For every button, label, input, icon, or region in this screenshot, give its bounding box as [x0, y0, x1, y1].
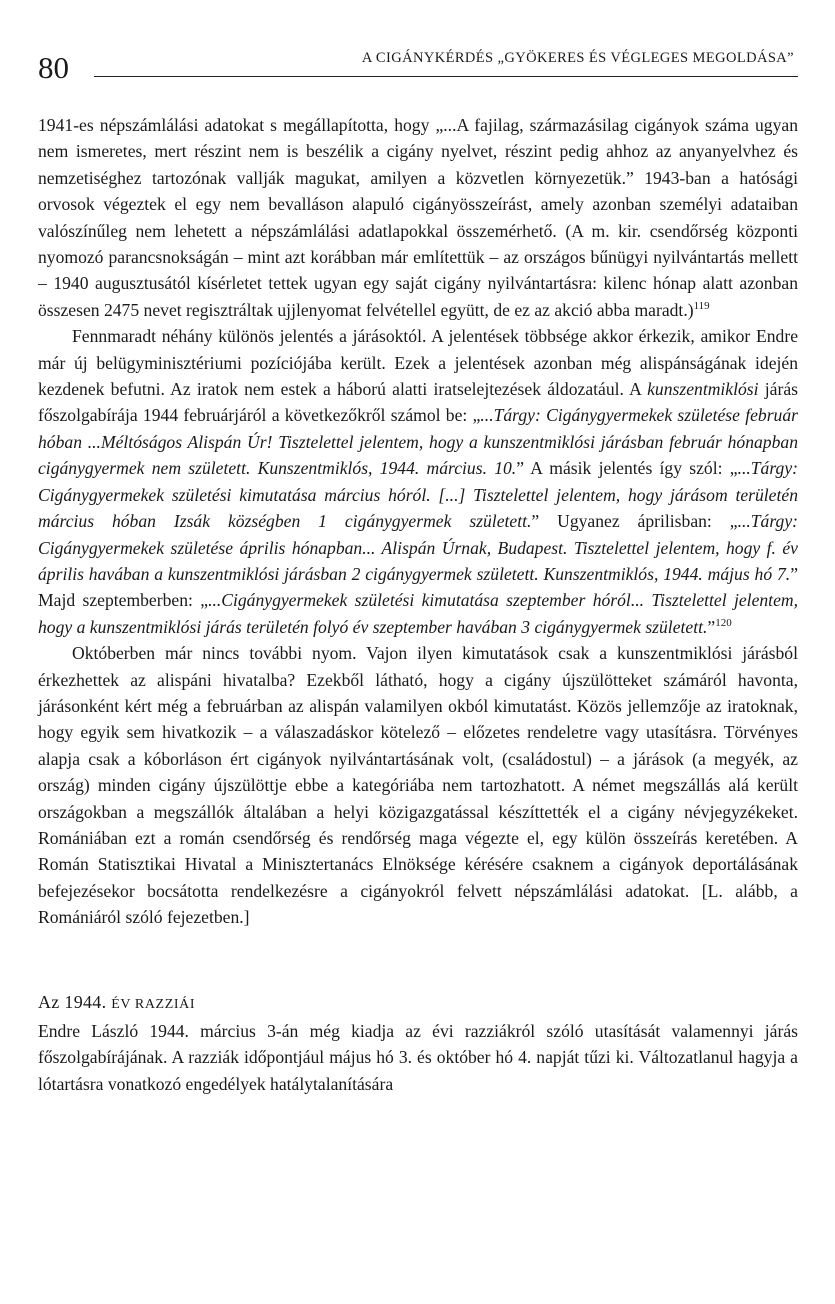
- section-paragraph: Endre László 1944. március 3-án még kiadja az évi razziákról szóló utasítását valamennyi járás főszolgabírájának. A razziák időpontjául május hó 3. és október hó 4. napját tűzi ki. Változatlanul hagyja a lótartásra vonatkozó engedélyek hatálytalanítására: [38, 1021, 798, 1094]
- header-rule: [94, 76, 798, 77]
- page-number: 80: [38, 50, 69, 85]
- paragraph-text: 1941-es népszámlálási adatokat s megállapította, hogy „...A fajilag, származásilag cigányok száma ugyan nem ismeretes, mert részint nem is beszélik a cigány nyelvet, részint pedig ahhoz az anyanyelvhez és nemzetiséghez tartozónak vallják magukat, amilyen a közvetlen környezetük.” 1943-ban a hatósági orvosok végeztek el egy nem bevalláson alapuló cigányösszeírást, amely azonban személyi adataiban valószínűleg nem lehetett a népszámlálási adatlapokkal összemérhető. (A m. kir. csendőrség központi nyomozó parancsnokságán – mint azt korábban már említettük – az országos bűnügyi nyilvántartás mellett – 1940 augusztusától kísérletet tettek ugyan egy saját cigány nyilvántartásra: kilenc hónap alatt azonban összesen 2475 nevet regisztráltak ujjlenyomat felvétellel együtt, de ez az akció abba maradt.): [38, 115, 798, 320]
- quoted-report-april: ...Tárgy: Cigánygyermekek születése április hónapban... Alispán Úrnak, Budapest. Tisztelettel jelentem, hogy f. év április havában a kunszentmiklósi járásban 2 cigánygyermek született. Kunszentmiklós, 1944. május hó 7.: [38, 511, 798, 584]
- quoted-report-september: ...Cigánygyermekek születési kimutatása szeptember hóról... Tisztelettel jelentem, hogy a kunszentmiklósi járás területén folyó év szeptember havában 3 cigánygyermek született.: [38, 590, 798, 637]
- paragraph-text: Fennmaradt néhány különös jelentés a járásoktól. A jelentések többsége akkor érkezik, amikor Endre már új belügyminisztériumi pozíciójába került. Ezek a jelentések azonban még alispánságának idején kezdenek befutni. Az iratok nem estek a háború alatti iratselejtezések áldozatául. A: [38, 326, 798, 400]
- paragraph-analysis: Októberben már nincs további nyom. Vajon ilyen kimutatások csak a kunszentmiklósi járásból érkezhettek az alispáni hivatalba? Ezekből látható, hogy a cigány újszülötteket számáról havonta, járásonként kért még a februárban az alispán valamilyen okból kimutatást. Közös jellemzője az iratoknak, hogy egyik sem hivatkozik – a válaszadáskor kötelező – előzetes rendeletre vagy utasításra. Törvényes alapja csak a kóborláson ért cigányok nyilvántartásának volt, (családostul) – a járások (a megyék, az ország) minden cigány újszülöttje ebbe a kategóriába nem tartozhatott. A német megszállás alá került országokban a megszállók általában a helyi közigazgatással készíttették el a cigány névjegyzékeket. Romániában ezt a román csendőrség és rendőrség maga végezte el, egy külön összeírás keretében. A Román Statisztikai Hivatal a Minisztertanács Elnöksége kérésére csaknem a cigányok deportálásának befejezésekor bocsátotta rendelkezésre a cigányokról felvett népszámlálási adatokat. [L. alább, a Romániáról szóló fejezetben.]: [38, 643, 798, 928]
- book-page: [38, 40, 798, 1270]
- paragraph-text: ” Majd szeptemberben: „: [38, 563, 798, 611]
- quoted-report-march: ...Tárgy: Cigánygyermekek születési kimutatása március hóról. [...] Tisztelettel jelentem, hogy járásom területén március hóban Izsák községben 1 cigánygyermek született.: [38, 458, 799, 532]
- running-title: A CIGÁNYKÉRDÉS „GYÖKERES ÉS VÉGLEGES MEGOLDÁSA”: [361, 50, 794, 66]
- quoted-report-february: ...Tárgy: Cigánygyermekek születése február hóban ...Méltóságos Alispán Úr! Tisztelettel jelentem, hogy a kunszentmiklósi járásban február hónapban cigánygyermek nem született. Kunszentmiklós, 1944. március. 10.: [38, 405, 798, 479]
- section-heading: [38, 989, 798, 1018]
- paragraph-text: ” Ugyanez áprilisban: „: [531, 511, 738, 532]
- paragraph-continued: [38, 112, 798, 323]
- paragraph-text: ”: [707, 616, 716, 637]
- paragraph-text: járás főszolgabírája 1944 februárjáról a következőkről számol be: „: [38, 379, 798, 426]
- body-text: [38, 112, 798, 1097]
- running-head: [38, 40, 798, 88]
- section-heading-lead: Az 1944.: [38, 991, 107, 1012]
- paragraph-text: ” A másik jelentés így szól: „: [516, 458, 738, 479]
- section-heading-rest: ÉV RAZZIÁI: [111, 996, 196, 1012]
- footnote-ref-120[interactable]: 120: [715, 616, 732, 629]
- italic-place-name: kunszentmiklósi: [647, 379, 759, 400]
- footnote-ref-119[interactable]: 119: [693, 299, 710, 312]
- paragraph-reports: [38, 323, 798, 640]
